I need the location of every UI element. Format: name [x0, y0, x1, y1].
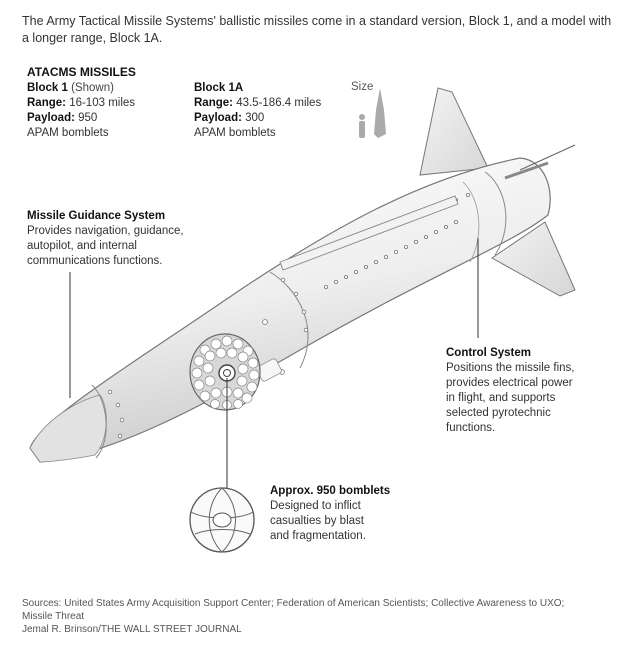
- bomblets-line: Designed to inflict: [270, 500, 361, 512]
- missiles-header: ATACMS MISSILES: [27, 65, 136, 79]
- block1-range-label: Range:: [27, 97, 66, 109]
- guidance-title: Missile Guidance System: [27, 210, 166, 222]
- block1a-payload-desc: APAM bomblets: [194, 127, 276, 139]
- block1-payload-desc: APAM bomblets: [27, 127, 109, 139]
- block1a-info: [194, 81, 321, 141]
- block1-name: Block 1: [27, 82, 68, 94]
- control-callout: [446, 346, 616, 436]
- block1a-payload: 300: [245, 112, 265, 124]
- control-line: in flight, and supports: [446, 392, 556, 404]
- bomblets-title: Approx. 950 bomblets: [270, 485, 391, 497]
- sources: [22, 597, 602, 636]
- block1a-range-label: Range:: [194, 97, 233, 109]
- sources-line: Sources: United States Army Acquisition Support Center; Federation of American Scientists; Collective Awareness to UXO;: [22, 598, 565, 609]
- block1a-name: Block 1A: [194, 82, 244, 94]
- guidance-line: communications functions.: [27, 255, 163, 267]
- bomblet-cutaway: [190, 334, 260, 410]
- nose-cone: [30, 395, 106, 462]
- bomblet-detail: [190, 488, 254, 552]
- sources-line: Missile Threat: [22, 611, 85, 622]
- block1-note: (Shown): [71, 82, 114, 94]
- block1-payload: 950: [78, 112, 98, 124]
- control-line: Positions the missile fins,: [446, 362, 575, 374]
- block1-range: 16-103 miles: [69, 97, 136, 109]
- bomblets-line: and fragmentation.: [270, 530, 366, 542]
- size-comparison: [359, 88, 386, 138]
- upper-fin: [420, 88, 488, 175]
- bomblets-callout: [270, 484, 450, 544]
- block1a-range: 43.5-186.4 miles: [236, 97, 322, 109]
- bomblets-line: casualties by blast: [270, 515, 364, 527]
- guidance-line: autopilot, and internal: [27, 240, 137, 252]
- size-label: Size: [351, 81, 374, 93]
- control-title: Control System: [446, 347, 531, 359]
- guidance-callout: [27, 209, 217, 269]
- control-line: functions.: [446, 422, 496, 434]
- guidance-line: Provides navigation, guidance,: [27, 225, 184, 237]
- block1-payload-label: Payload:: [27, 112, 75, 124]
- intro-text: The Army Tactical Missile Systems' ballistic missiles come in a standard version, Block 1, and a model with a longer range, Block 1A.: [22, 14, 612, 45]
- credit-line: Jemal R. Brinson/THE WALL STREET JOURNAL: [22, 624, 242, 635]
- control-line: provides electrical power: [446, 377, 573, 389]
- control-line: selected pyrotechnic: [446, 407, 551, 419]
- block1a-payload-label: Payload:: [194, 112, 242, 124]
- block1-info: [27, 81, 135, 141]
